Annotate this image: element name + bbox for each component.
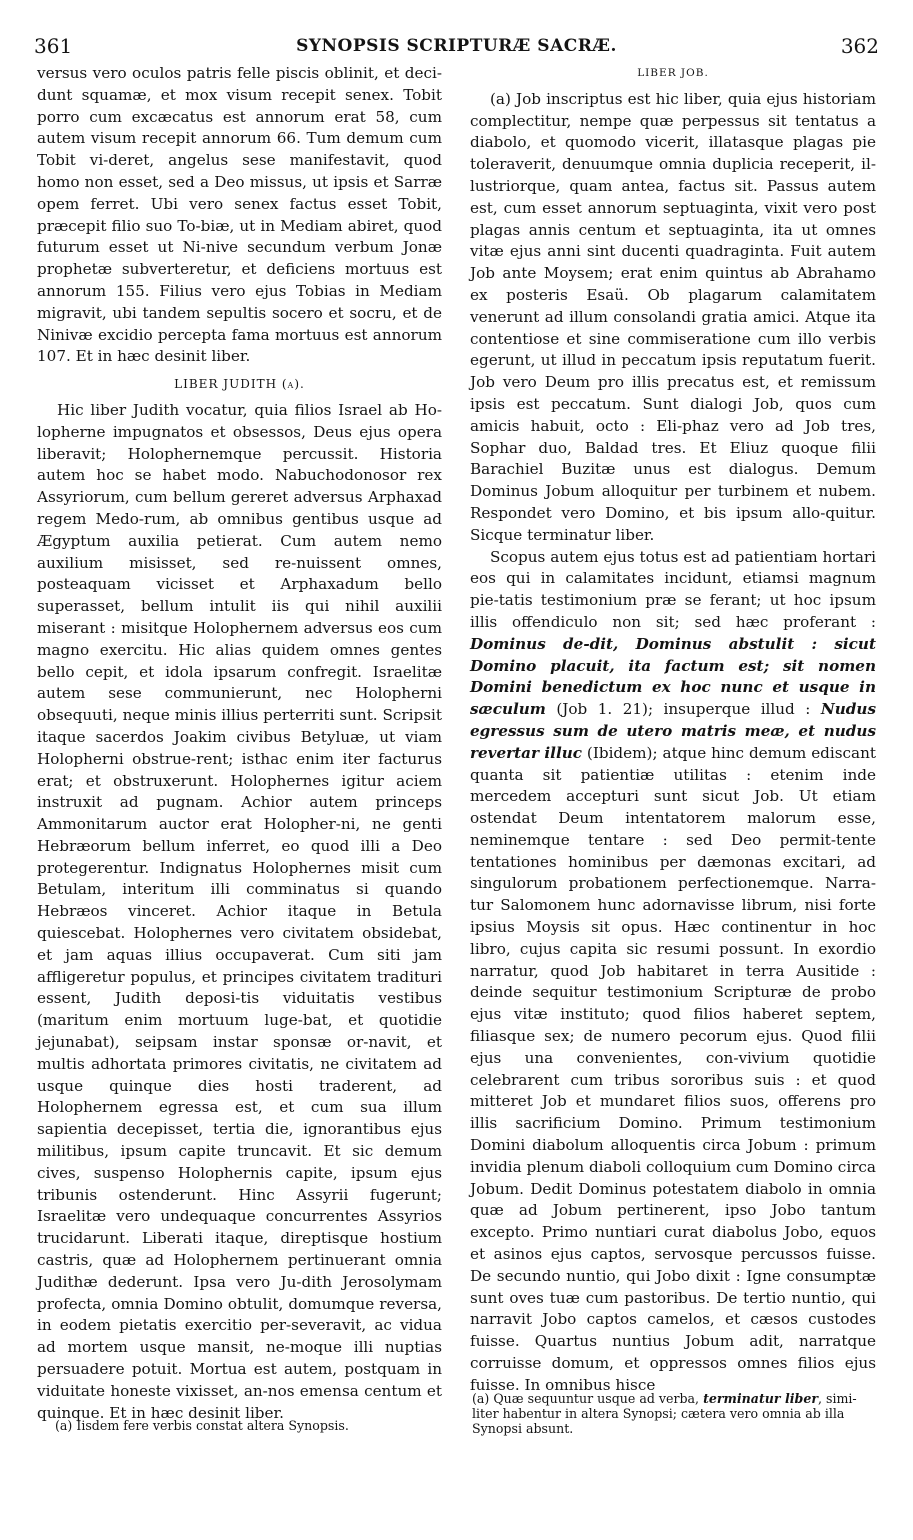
footnote-italic: terminatur liber (703, 1391, 818, 1406)
page-number-right: 362 (840, 34, 879, 58)
page-number-left: 361 (34, 34, 73, 58)
footnote-text-b: , simi-liter habentur in altera Synopsi; cætera vero omnia ab illa Synopsi absunt. (472, 1391, 857, 1436)
scripture-quote-1: Dominus de-dit, Dominus abstulit : sicut Domino placuit, ita factum est; sit nomen Domini benedictum ex hoc nunc et usque in sæculum (470, 634, 876, 719)
scope-text-a: Scopus autem ejus totus est ad patientiam hortari eos qui in calamitates incidunt, etiamsi magnum pie-tatis testimonium præ se ferant; ut hoc ipsum illis offendiculo non sit; sed hæc proferant : (470, 547, 876, 631)
job-section-heading: LIBER JOB. (637, 67, 709, 79)
judith-section-heading: LIBER JUDITH (a). (174, 377, 305, 392)
scripture-ref-1: (Job 1. 21); insuperque illud : (545, 700, 821, 719)
footnote-text-a: (a) Quæ sequuntur usque ad verba, (472, 1391, 704, 1406)
left-footnote: (a) Iisdem fere verbis constat altera Synopsis. (55, 1418, 349, 1433)
page-header (34, 34, 879, 60)
scripture-quote-2: Nudus egressus sum de utero matris meæ, et nudus revertar illuc (470, 700, 876, 762)
judith-paragraph: Hic liber Judith vocatur, quia filios Israel ab Ho-lopherne impugnatos et obsessos, Deus ejus opera liberavit; Holophernemque percussit. Historia autem hoc se habet modo. Nabuchodonosor rex Assyriorum, cum bellum gereret adversus Arphaxad regem Medo-rum, ab omnibus gentibus usque ad Ægyptum auxilia petierat. Cum autem nemo auxilium misisset, sed re-nuissent omnes, posteaquam vicisset et Arphaxadum bello superasset, bellum intulit iis qui nihil auxilii miserant : misitque Holophernem adversus eos cum magno exercitu. Hic alias quidem omnes gentes bello cepit, et idola ipsarum confregit. Israelitæ autem sese communierunt, nec Holopherni obsequuti, neque minis illius perterriti sunt. Scripsit itaque sacerdos Joakim civibus Betyluæ, ut viam Holopherni obstrue-rent; isthac enim iter facturus erat; et obstruxerunt. Holophernes igitur aciem instruxit ad pugnam. Achior autem princeps Ammonitarum auctor erat Holopher-ni, ne genti Hebræorum bellum inferret, eo quod illi a Deo protegerentur. Indignatus Holophernes misit cum Betulam, interitum illi comminatus si quando Hebræos vinceret. Achior itaque in Betula quiescebat. Holophernes vero civitatem obsidebat, et jam aquas illius occupaverat. Cum siti jam affligeretur populus, et principes civitatem tradituri essent, Judith deposi-tis viduitatis vestibus (maritum enim mortuum luge-bat, et quotidie jejunabat), seipsam instar sponsæ or-navit, et multis adhortata primores civitatis, ne civitatem ad usque quinque dies hosti traderent, ad Holophernem egressa est, et cum sua illum sapientia decepisset, tertia die, ignorantibus ejus militibus, ipsum capite truncavit. Et sic demum cives, suspenso Holophernis capite, ipsum ejus tribunis ostenderunt. Hinc Assyrii fugerunt; Israelitæ vero undequaque concurrentes Assyrios trucidarunt. Liberati itaque, direptisque hostium castris, quæ ad Holophernem pertinuerant omnia Judithæ dederunt. Ipsa vero Ju-dith Jerosolymam profecta, omnia Domino obtulit, domumque reversa, in eodem pietatis exercitio per-severavit, ac vidua ad mortem usque mansit, ne-moque illi nuptias persuadere potuit. Mortua est autem, postquam in viduitate honeste vixisset, an-nos emensa centum et quinque. Et in hæc desinit liber. (37, 400, 442, 1422)
job-scope-paragraph (470, 547, 876, 1397)
right-column (470, 63, 876, 1397)
left-column (37, 63, 442, 1424)
right-footnote (472, 1391, 874, 1436)
scope-text-b: ; atque hinc demum ediscant quanta sit patientiæ utilitas : etenim inde mercedem accepturi sunt sicut Job. Ut etiam ostendat Deum intentatorem malorum esse, neminemque tentare : sed Deo permit-tente tentationes hominibus per dæmonas excitari, ad singulorum probationem perfectionemque. Narra-tur Salomonem hunc adornavisse librum, nisi forte ipsius Moysis sit opus. Hæc continentur in hoc libro, cujus capita sic resumi possunt. In exordio narratur, quod Job habitaret in terra Ausitide : deinde sequitur testimonium Scripturæ de probo ejus vitæ instituto; quod filios haberet septem, filiasque sex; de numero pecorum ejus. Quod filii ejus una convenientes, con-vivium quotidie celebrarent cum tribus sororibus suis : et quod mitteret Job et mundaret filios suos, offerens pro illis sacrificium Domino. Primum testimonium Domini diabolum alloquentis circa Jobum : primum invidia plenum diaboli colloquium cum Domino circa Jobum. Dedit Dominus potestatem diabolo in omnia quæ ad Jobum pertinerent, ipso Jobo tantum excepto. Primo nuntiari curat diabolus Jobo, equos et asinos ejus captos, servosque percussos fuisse. De secundo nuntio, qui Jobo dixit : Igne consumptæ sunt oves tuæ cum pastoribus. De tertio nuntio, qui narravit Jobo captos camelos, et cæsos custodes fuisse. Quartus nuntius Jobum adit, narratque corruisse domum, et oppressos omnes filios ejus fuisse. In omnibus hisce (470, 743, 876, 1394)
tobit-ending-paragraph: versus vero oculos patris felle piscis oblinit, et deci-dunt squamæ, et mox visum recepit senex. Tobit porro cum excæcatus est annorum erat 58, cum autem visum recepit annorum 66. Tum demum cum Tobit vi-deret, angelus sese manifestavit, quod homo non esset, sed a Deo missus, ut ipsis et Sarræ opem ferret. Ubi vero senex factus esset Tobit, præcepit filio suo To-biæ, ut in Mediam abiret, quod futurum esset ut Ni-nive secundum verbum Jonæ prophetæ subverteretur, et deficiens mortuus est annorum 155. Filius vero ejus Tobias in Mediam migravit, ubi tandem sepultis socero et socru, et de Ninivæ excidio percepta fama mortuus est annorum 107. Et in hæc desinit liber. (37, 64, 442, 366)
running-title: SYNOPSIS SCRIPTURÆ SACRÆ. (296, 36, 617, 56)
job-intro-paragraph: (a) Job inscriptus est hic liber, quia ejus historiam complectitur, nempe quæ perpessus sit tentatus a diabolo, et quomodo vicerit, illatasque plagas pie toleraverit, denuumque omnia duplicia receperit, il-lustriorque, quam antea, factus sit. Passus autem est, cum esset annorum septuaginta, vixit vero post plagas annis centum et septuaginta, ita ut omnes vitæ ejus anni sint ducenti quadraginta. Fuit autem Job ante Moysem; erat enim quintus ab Abrahamo ex posteris Esaü. Ob plagarum calamitatem venerunt ad illum consolandi gratia amici. Atque ita contentiose et sine commiseratione cum illo verbis egerunt, ut illud in peccatum ipsis reputatum fuerit. Job vero Deum pro illis precatus est, et remissum ipsis est peccatum. Sunt dialogi Job, quos cum amicis habuit, octo : Eli-phaz vero ad Job tres, Sophar duo, Baldad tres. Et Eliuz quoque filii Barachiel Buzitæ unus est dialogus. Demum Dominus Jobum alloquitur per turbinem et nubem. Respondet vero Domino, et bis ipsum allo-quitur. Sicque terminatur liber. (470, 89, 876, 544)
scripture-ref-2: (Ibidem) (582, 743, 653, 762)
